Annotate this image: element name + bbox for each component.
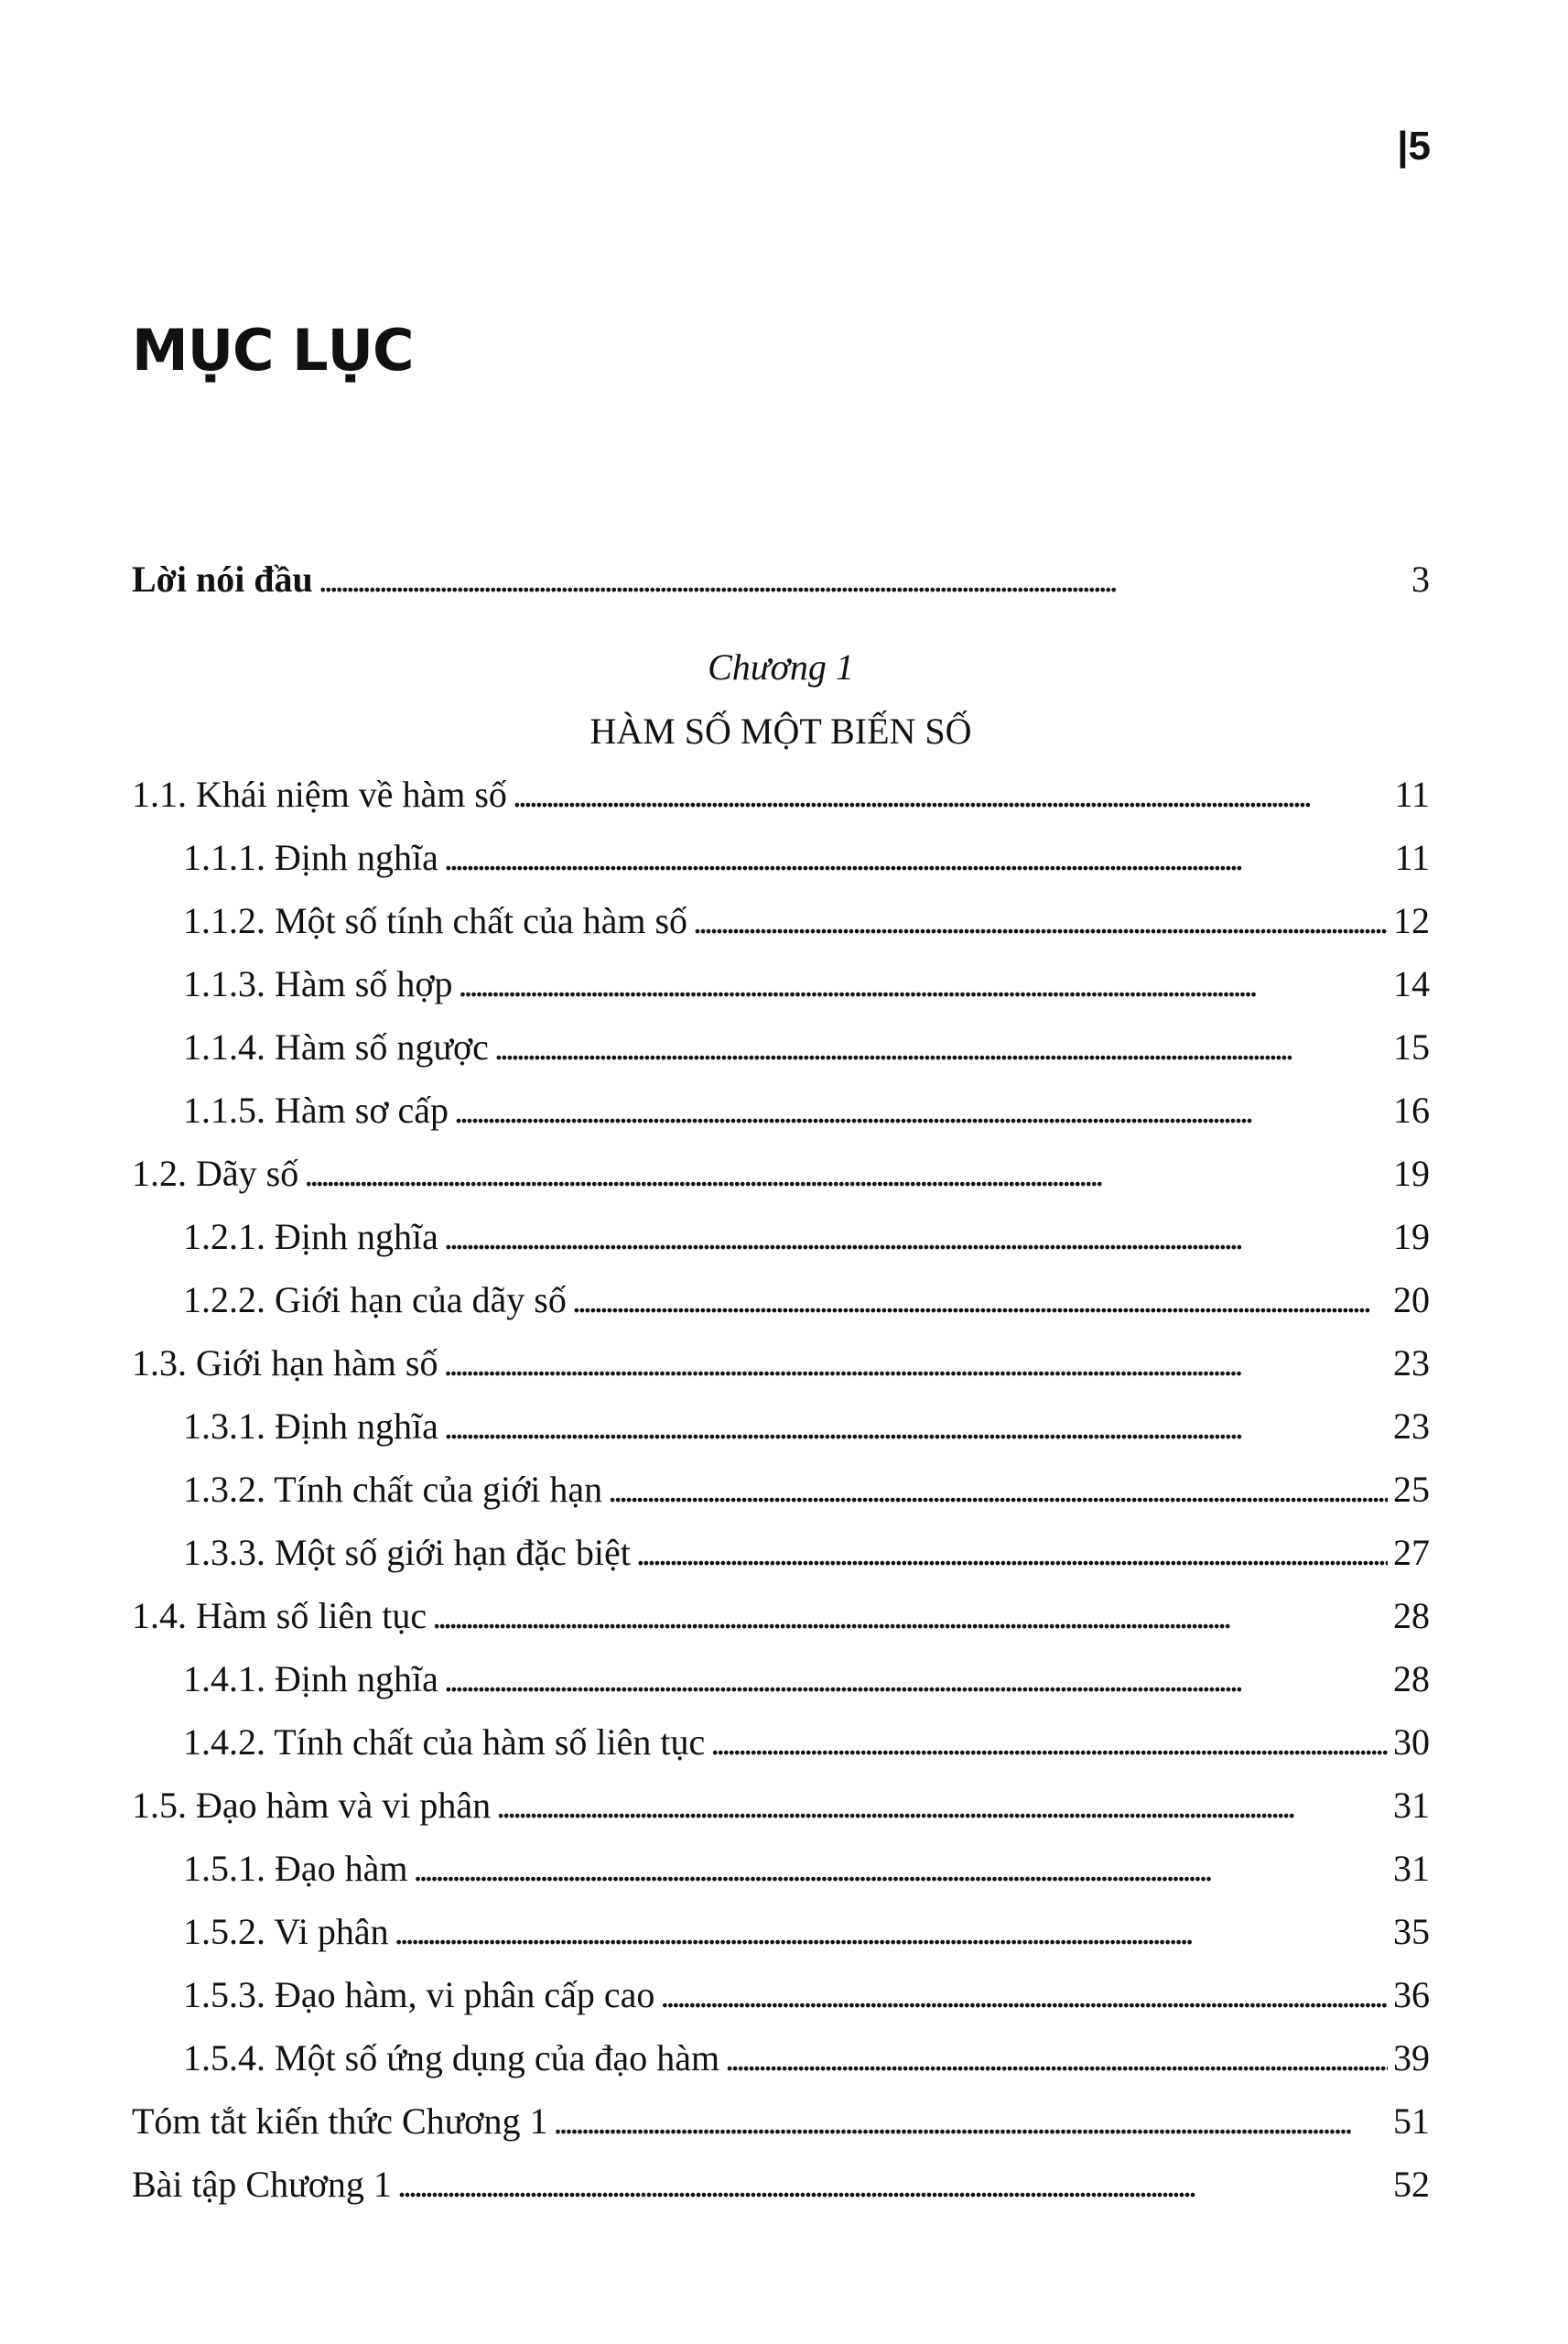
chapter-title: HÀM SỐ MỘT BIẾN SỐ [589, 711, 972, 752]
toc-entry[interactable] [132, 1774, 1430, 1837]
dot-leader [319, 548, 1406, 611]
dot-leader [572, 1268, 1388, 1331]
toc-entry[interactable] [132, 2026, 1430, 2089]
page-number: |5 [1397, 124, 1431, 168]
toc-entry-preface[interactable] [132, 548, 1430, 611]
toc-entry-page: 31 [1393, 1848, 1430, 1889]
toc-entry-label: 1.3.2. Tính chất của giới hạn [183, 1469, 603, 1510]
toc-entry-label: Lời nói đầu [132, 559, 313, 600]
dot-leader [494, 1015, 1388, 1079]
toc-entry-page: 3 [1411, 559, 1430, 600]
toc-entry-label: 1.2. Dãy số [132, 1153, 299, 1194]
toc-entry-label: 1.2.1. Định nghĩa [183, 1216, 438, 1257]
dot-leader [454, 1079, 1388, 1142]
toc-entry-label: 1.3.3. Một số giới hạn đặc biệt [183, 1532, 631, 1573]
toc-entry-page: 15 [1393, 1026, 1430, 1068]
toc-entry[interactable] [132, 1458, 1430, 1521]
toc-entry-label: 1.5. Đạo hàm và vi phân [132, 1785, 492, 1826]
chapter-label: Chương 1 [708, 646, 854, 688]
dot-leader [444, 826, 1390, 889]
toc-entry-list [132, 763, 1430, 2216]
toc-entry-page: 31 [1393, 1785, 1430, 1826]
toc-entry-page: 28 [1393, 1658, 1430, 1699]
toc-entry-page: 23 [1393, 1342, 1430, 1384]
toc-entry-page: 39 [1393, 2037, 1430, 2078]
toc-entry[interactable] [132, 2089, 1430, 2153]
dot-leader [496, 1774, 1388, 1837]
dot-leader [636, 1521, 1388, 1584]
toc-entry-label: 1.3. Giới hạn hàm số [132, 1342, 438, 1384]
toc-entry[interactable] [132, 1837, 1430, 1900]
toc-entry[interactable] [132, 1963, 1430, 2026]
toc-entry[interactable] [132, 1394, 1430, 1458]
toc-entry-page: 16 [1393, 1090, 1430, 1131]
toc-entry-label: 1.1.2. Một số tính chất của hàm số [183, 900, 688, 941]
dot-leader [444, 1647, 1388, 1710]
toc-entry-label: Tóm tắt kiến thức Chương 1 [132, 2100, 548, 2142]
toc-entry-label: 1.5.1. Đạo hàm [183, 1848, 408, 1889]
toc-entry-label: 1.5.3. Đạo hàm, vi phân cấp cao [183, 1974, 655, 2015]
dot-leader [553, 2089, 1388, 2153]
dot-leader [395, 1900, 1388, 1963]
toc-entry-label: 1.1.1. Định nghĩa [183, 837, 438, 878]
toc-entry[interactable] [132, 1584, 1430, 1647]
page-title: MỤC LỤC [132, 317, 414, 384]
toc-entry-label: 1.3.1. Định nghĩa [183, 1405, 438, 1447]
toc-entry-label: 1.4.2. Tính chất của hàm số liên tục [183, 1721, 706, 1763]
toc-entry-page: 19 [1393, 1216, 1430, 1257]
dot-leader [304, 1142, 1388, 1205]
dot-leader [710, 1710, 1388, 1774]
toc-entry-label: 1.4. Hàm số liên tục [132, 1595, 427, 1636]
toc-entry-page: 11 [1394, 837, 1430, 878]
toc-entry[interactable] [132, 1079, 1430, 1142]
toc-entry-label: 1.5.4. Một số ứng dụng của đạo hàm [183, 2037, 720, 2078]
toc-entry-page: 36 [1393, 1974, 1430, 2015]
toc-entry-page: 35 [1393, 1911, 1430, 1952]
toc-entry[interactable] [132, 1647, 1430, 1710]
toc-entry-page: 19 [1393, 1153, 1430, 1194]
toc-entry[interactable] [132, 2153, 1430, 2216]
toc-entry-page: 30 [1393, 1721, 1430, 1763]
toc-entry[interactable] [132, 1205, 1430, 1268]
dot-leader [693, 889, 1388, 952]
dot-leader [608, 1458, 1388, 1521]
toc-entry-label: 1.1. Khái niệm về hàm số [132, 774, 507, 815]
dot-leader [458, 952, 1388, 1015]
toc-entry-label: 1.2.2. Giới hạn của dãy số [183, 1279, 567, 1320]
toc-entry-page: 27 [1393, 1532, 1430, 1573]
toc-entry[interactable] [132, 1900, 1430, 1963]
toc-entry-label: Bài tập Chương 1 [132, 2164, 392, 2205]
toc-entry-page: 51 [1393, 2100, 1430, 2142]
table-of-contents [132, 548, 1430, 2216]
toc-entry[interactable] [132, 826, 1430, 889]
toc-entry[interactable] [132, 1015, 1430, 1079]
toc-entry-page: 14 [1393, 963, 1430, 1004]
dot-leader [397, 2153, 1388, 2216]
toc-entry[interactable] [132, 1521, 1430, 1584]
toc-entry-label: 1.4.1. Định nghĩa [183, 1658, 438, 1699]
dot-leader [443, 1331, 1388, 1394]
dot-leader [725, 2026, 1388, 2089]
dot-leader [414, 1837, 1388, 1900]
toc-entry[interactable] [132, 1710, 1430, 1774]
toc-entry-page: 11 [1394, 774, 1430, 815]
toc-entry-page: 25 [1393, 1469, 1430, 1510]
toc-entry-label: 1.1.5. Hàm sơ cấp [183, 1090, 449, 1131]
dot-leader [444, 1394, 1388, 1458]
toc-entry[interactable] [132, 889, 1430, 952]
toc-entry-label: 1.1.3. Hàm số hợp [183, 963, 453, 1004]
toc-entry-label: 1.5.2. Vi phân [183, 1911, 389, 1952]
toc-entry[interactable] [132, 952, 1430, 1015]
dot-leader [660, 1963, 1388, 2026]
toc-entry[interactable] [132, 1142, 1430, 1205]
toc-entry-page: 23 [1393, 1405, 1430, 1447]
toc-entry[interactable] [132, 1331, 1430, 1394]
toc-entry[interactable] [132, 763, 1430, 826]
dot-leader [432, 1584, 1388, 1647]
toc-entry-page: 12 [1393, 900, 1430, 941]
toc-entry-page: 28 [1393, 1595, 1430, 1636]
toc-entry[interactable] [132, 1268, 1430, 1331]
dot-leader [444, 1205, 1388, 1268]
toc-entry-label: 1.1.4. Hàm số ngược [183, 1026, 489, 1068]
toc-entry-page: 52 [1393, 2164, 1430, 2205]
toc-entry-page: 20 [1393, 1279, 1430, 1320]
dot-leader [513, 763, 1390, 826]
